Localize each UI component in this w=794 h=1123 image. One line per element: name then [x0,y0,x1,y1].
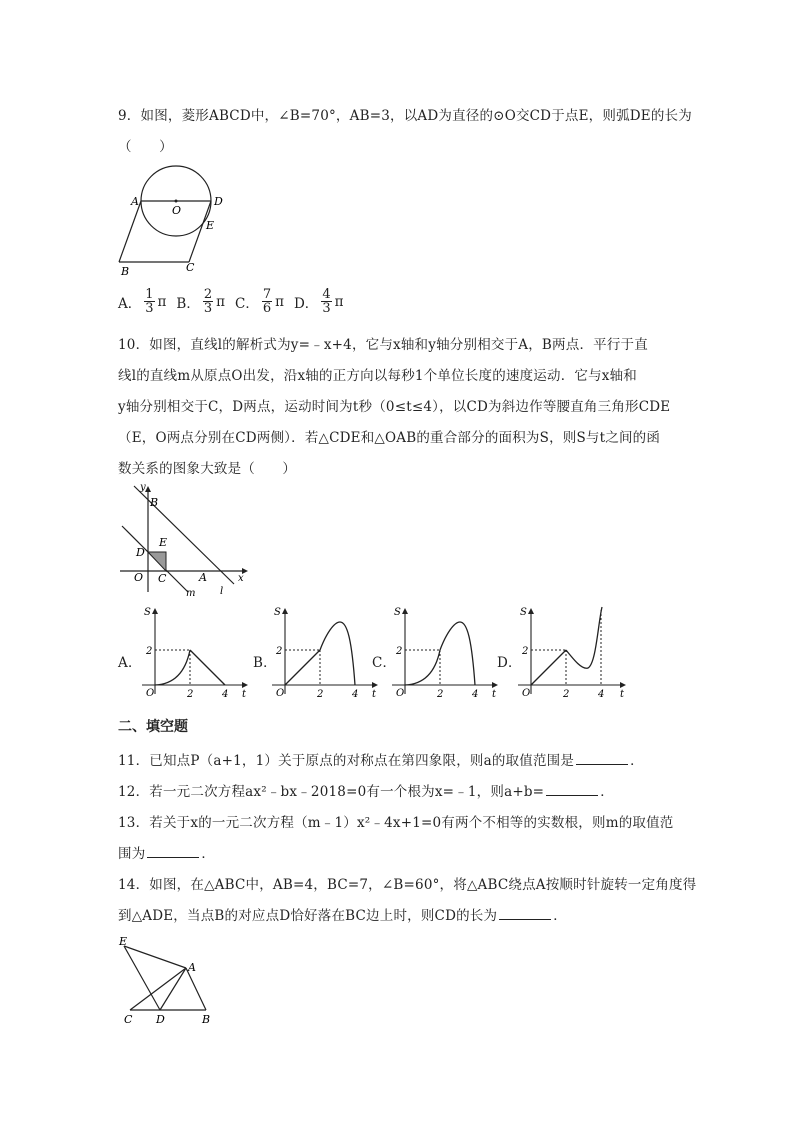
q10-graph-d[interactable] [514,604,630,700]
q10-label-l: l [220,586,224,597]
tick-4: 4 [222,689,229,700]
q10-text-line3: y轴分别相交于C，D两点，运动时间为t秒（0≤t≤4），以CD为斜边作等腰直角三角形CDE [118,399,671,415]
numerator: 7 [262,287,272,302]
q10-label-B: B [150,496,159,509]
axis-t: t [492,689,497,700]
q10-graph-b[interactable] [268,604,380,700]
numerator: 4 [322,287,331,302]
q12-period: ． [600,784,614,800]
q10-graph-c[interactable] [388,604,500,700]
q13-text-line2 [118,842,215,862]
q11-period: ． [630,753,644,769]
option-letter: A． [118,295,142,312]
axis-S: S [520,607,527,618]
denominator: 3 [322,301,331,316]
q14-period: ． [553,908,567,924]
q13-period: ． [201,846,216,862]
q11-answer-blank[interactable] [576,752,628,765]
option-fraction [144,288,154,315]
q14-label-E: E [119,935,128,948]
numerator: 2 [203,287,213,302]
q14-text-line1: 14．如图，在△ABC中，AB=4，BC=7，∠B=60°，将△ABC绕点A按顺时针旋转一定角度得 [118,877,697,893]
axis-t: t [620,689,625,700]
tick-2: 2 [522,646,529,657]
q12-question: 12．若一元二次方程ax²﹣bx﹣2018=0有一个根为x=﹣1，则a+b= [118,784,545,800]
q10-label-m: m [186,588,196,599]
origin-O: O [276,688,285,699]
q13-answer-blank[interactable] [147,845,199,858]
tick-2x: 2 [563,689,570,700]
q10-text-line4: （E，O两点分别在CD两侧）．若△CDE和△OAB的重合部分的面积为S，则S与t之间的函 [118,430,661,446]
tick-2: 2 [146,646,153,657]
q12-text [118,780,614,800]
q10-graph-a-letter[interactable]: A． [118,655,142,671]
q9-label-B: B [121,265,130,278]
q10-graph-a[interactable] [138,604,250,700]
pi-symbol: π [334,293,344,310]
q13-text-line1: 13．若关于x的一元二次方程（m﹣1）x²﹣4x+1=0有两个不相等的实数根，则m的取值范 [118,815,674,831]
origin-O: O [396,688,405,699]
q12-answer-blank[interactable] [546,783,598,796]
q10-label-A: A [199,571,207,584]
q10-label-E: E [159,536,168,549]
q9-options [118,288,353,315]
q9-text-line1: 9．如图，菱形ABCD中，∠B=70°，AB=3，以AD为直径的⊙O交CD于点E，则弧DE的长为 [118,108,692,124]
q10-graph-b-letter[interactable]: B． [253,655,277,671]
q14-label-B: B [202,1013,211,1026]
option-letter: D． [293,295,319,312]
q10-text-line5: 数关系的图象大致是（ ） [118,461,297,477]
axis-S: S [144,607,151,618]
q14-triangle-figure [116,932,220,1028]
q10-graph-c-letter[interactable]: C． [372,655,397,671]
q9-label-O: O [172,204,182,217]
q14-label-D: D [156,1013,165,1026]
axis-S: S [274,607,281,618]
q9-label-E: E [206,219,215,232]
q9-text-line2: （ ） [118,139,173,155]
q14-label-A: A [188,961,196,974]
tick-2: 2 [396,646,403,657]
tick-2: 2 [276,646,283,657]
q9-option-b[interactable] [176,288,225,315]
tick-2x: 2 [187,689,194,700]
tick-2x: 2 [317,689,324,700]
tick-4: 4 [598,689,605,700]
q10-text-line2: 线l的直线m从原点O出发，沿x轴的正方向以每秒1个单位长度的速度运动．它与x轴和 [118,368,638,384]
option-fraction [203,288,213,315]
q14-label-C: C [124,1013,133,1026]
origin-O: O [146,688,155,699]
q10-label-O: O [134,571,144,584]
q14-question-end: 到△ADE，当点B的对应点D恰好落在BC边上时，则CD的长为 [118,908,498,924]
option-fraction [321,288,331,315]
q9-label-A: A [131,195,139,208]
pi-symbol: π [275,293,284,310]
numerator: 1 [145,287,154,302]
q9-option-d[interactable] [294,288,343,315]
q9-label-D: D [214,195,223,208]
denominator: 6 [262,301,272,316]
axis-t: t [372,689,377,700]
q10-label-C: C [158,572,167,585]
q10-graph-d-letter[interactable]: D． [497,655,522,671]
tick-4: 4 [352,689,359,700]
q9-option-c[interactable] [235,288,284,315]
q10-main-figure [114,482,254,600]
axis-S: S [394,607,401,618]
tick-4: 4 [472,689,479,700]
axis-t: t [242,689,247,700]
q9-label-C: C [186,261,195,274]
q9-option-a[interactable] [118,288,166,315]
option-fraction [262,288,272,315]
q13-question-end: 围为 [118,846,146,862]
denominator: 3 [145,301,154,316]
q10-label-D: D [136,546,145,559]
q10-label-x: x [238,573,244,584]
q10-text-line1: 10．如图，直线l的解析式为y=﹣x+4，它与x轴和y轴分别相交于A，B两点．平行于直 [118,337,648,353]
origin-O: O [522,688,531,699]
q14-text-line2 [118,904,567,924]
q11-question: 11．已知点P（a+1，1）关于原点的对称点在第四象限，则a的取值范围是 [118,753,575,769]
q9-rhombus-figure [112,160,242,278]
pi-symbol: π [157,293,167,310]
option-letter: C． [234,295,259,312]
pi-symbol: π [216,293,225,310]
q14-answer-blank[interactable] [499,907,551,920]
denominator: 3 [203,301,213,316]
section-fill-in-blank-title: 二、填空题 [118,719,188,735]
q10-label-y: y [140,482,146,493]
tick-2x: 2 [437,689,444,700]
q11-text [118,749,644,769]
option-letter: B． [176,295,200,312]
